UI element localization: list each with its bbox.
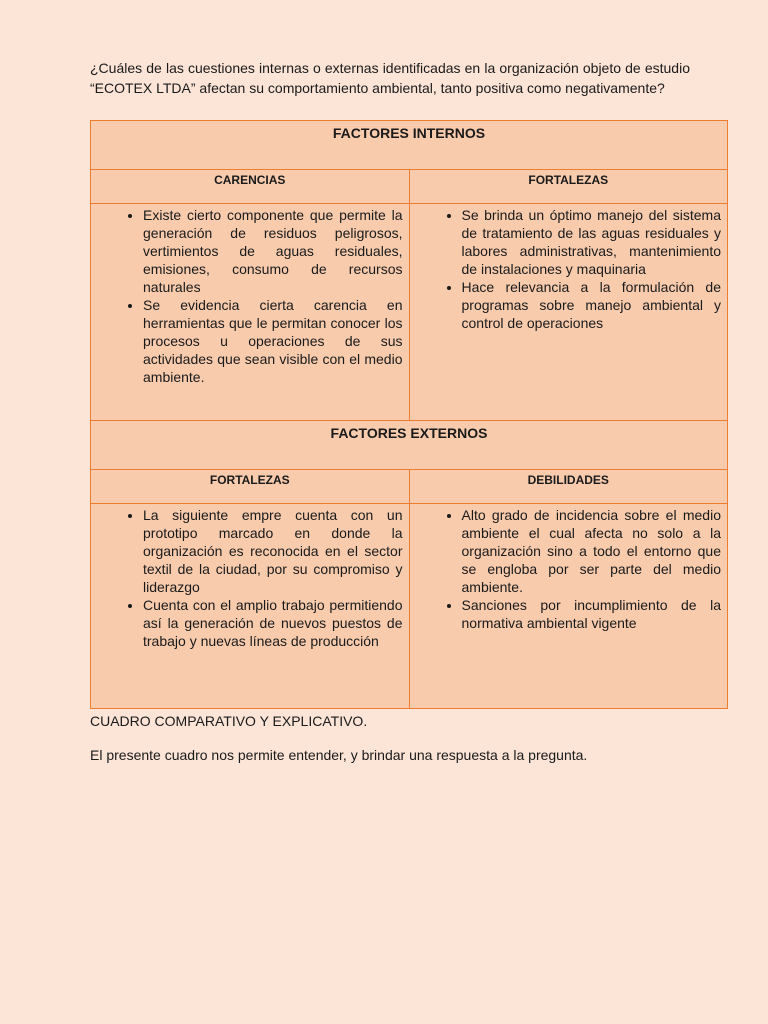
debilidades-list: [410, 504, 728, 632]
external-fortalezas-list: [91, 504, 409, 650]
internal-factors-title: FACTORES INTERNOS: [91, 121, 728, 170]
internal-content-row: [91, 204, 728, 421]
list-item: • Sanciones por incumplimiento de la normativa ambiental vigente: [462, 596, 722, 632]
carencias-cell: [91, 204, 410, 421]
list-item: • Se evidencia cierta carencia en herramientas que le permitan conocer los procesos u operaciones de sus actividades que sean visible con el medio ambiente.: [143, 296, 403, 386]
internal-fortalezas-cell: [409, 204, 728, 421]
internal-fortalezas-heading: FORTALEZAS: [409, 170, 728, 204]
table-caption: CUADRO COMPARATIVO Y EXPLICATIVO.: [90, 713, 368, 729]
external-factors-title: FACTORES EXTERNOS: [91, 421, 728, 470]
internal-heading-row: [91, 170, 728, 204]
list-item: • La siguiente empre cuenta con un prototipo marcado en donde la organización es reconocida en el sector textil de la ciudad, por su compromiso y liderazgo: [143, 506, 403, 596]
external-fortalezas-heading: FORTALEZAS: [91, 470, 410, 504]
explanation-note: El presente cuadro nos permite entender, y brindar una respuesta a la pregunta.: [90, 747, 588, 763]
list-item: • Existe cierto componente que permite la generación de residuos peligrosos, vertimientos de aguas residuales, emisiones, consumo de recursos naturales: [143, 206, 403, 296]
list-item: • Alto grado de incidencia sobre el medio ambiente el cual afecta no solo a la organización sino a todo el entorno que se engloba por ser parte del medio ambiente.: [462, 506, 722, 596]
external-content-row: [91, 504, 728, 709]
carencias-list: [91, 204, 409, 386]
internal-title-row: [91, 121, 728, 170]
list-item: • Hace relevancia a la formulación de programas sobre manejo ambiental y control de operaciones: [462, 278, 722, 332]
debilidades-heading: DEBILIDADES: [409, 470, 728, 504]
external-title-row: [91, 421, 728, 470]
external-fortalezas-cell: [91, 504, 410, 709]
list-item: • Cuenta con el amplio trabajo permitiendo así la generación de nuevos puestos de trabajo y nuevas líneas de producción: [143, 596, 403, 650]
internal-fortalezas-list: [410, 204, 728, 332]
carencias-heading: CARENCIAS: [91, 170, 410, 204]
question-text: ¿Cuáles de las cuestiones internas o externas identificadas en la organización objeto de estudio “ECOTEX LTDA” afectan su comportamiento ambiental, tanto positiva como negativamente?: [90, 60, 690, 96]
external-heading-row: [91, 470, 728, 504]
debilidades-cell: [409, 504, 728, 709]
list-item: • Se brinda un óptimo manejo del sistema de tratamiento de las aguas residuales y labores administrativas, mantenimiento de instalaciones y maquinaria: [462, 206, 722, 278]
factors-table: [90, 120, 728, 709]
